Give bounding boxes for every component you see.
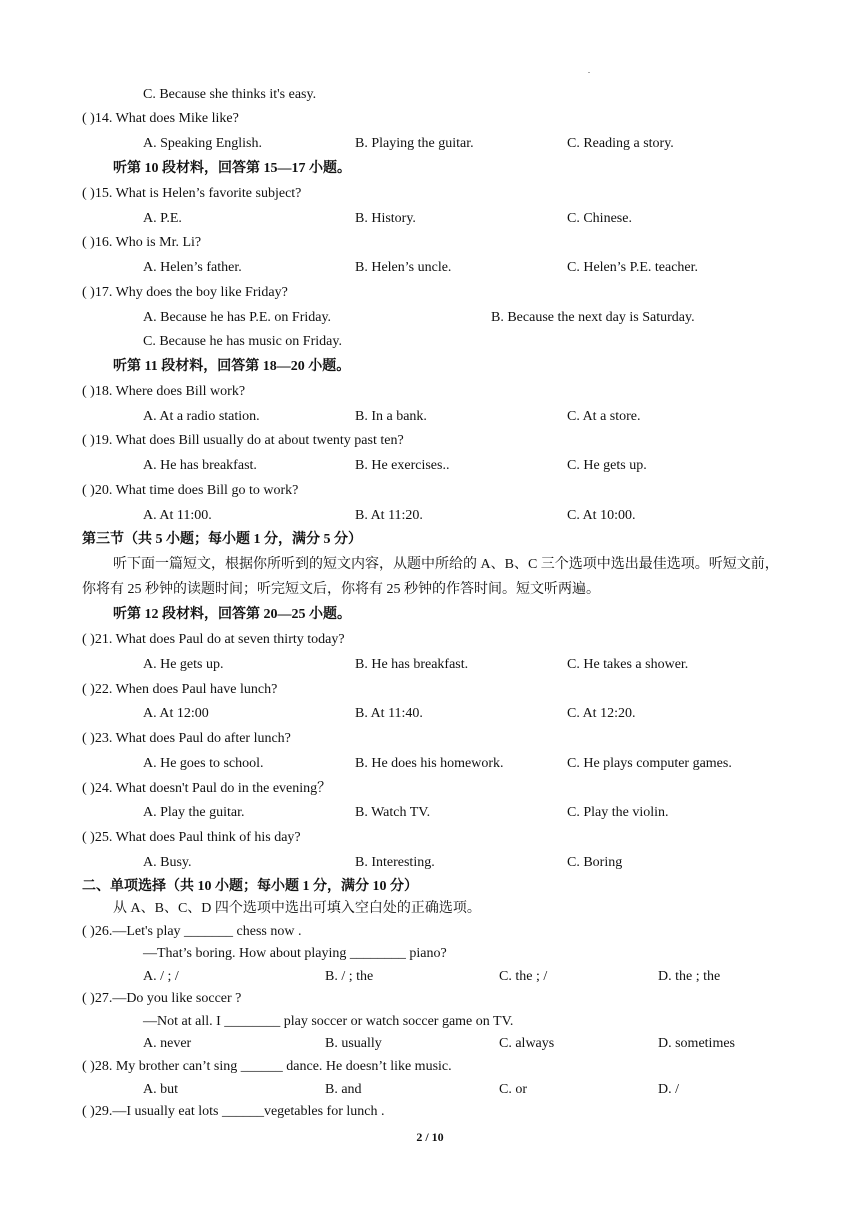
option-a: A. Busy. xyxy=(143,855,192,870)
option-c: C. Helen’s P.E. teacher. xyxy=(567,260,699,275)
option-c: C. At a store. xyxy=(567,409,641,424)
page-number: 2 / 10 xyxy=(416,1130,444,1144)
option-a: A. Because he has P.E. on Friday. xyxy=(143,310,332,325)
option-b: B. Watch TV. xyxy=(355,805,431,820)
question-stem: ( )26.—Let's play _______ chess now . xyxy=(82,924,302,939)
option-c: C. the ; / xyxy=(499,969,548,984)
option-c: C. Boring xyxy=(567,855,623,870)
question-stem: ( )25. What does Paul think of his day? xyxy=(82,830,301,845)
option-b: B. / ; the xyxy=(325,969,374,984)
option-b: B. Helen’s uncle. xyxy=(355,260,452,275)
option-d: D. / xyxy=(658,1082,679,1097)
option-c: C. At 12:20. xyxy=(567,706,636,721)
option-a: A. At a radio station. xyxy=(143,409,260,424)
page-mark: . xyxy=(588,66,590,75)
part-instructions: 从 A、B、C、D 四个选项中选出可填入空白处的正确选项。 xyxy=(113,901,481,916)
section-title: 第三节（共 5 小题；每小题 1 分，满分 5 分） xyxy=(82,532,362,547)
section-header-12: 听第 12 段材料，回答第 20—25 小题。 xyxy=(113,607,351,622)
question-stem: ( )23. What does Paul do after lunch? xyxy=(82,731,291,746)
section-instructions: 听下面一篇短文，根据你所听到的短文内容，从题中所给的 A、B、C 三个选项中选出最佳选项。听短文前， 你将有 25 秒钟的读题时间；听完短文后，你将有 25 秒钟的作答时间。短文听两遍。 xyxy=(82,557,779,597)
option-a: A. Speaking English. xyxy=(143,136,262,151)
option-c: C. He gets up. xyxy=(567,458,647,473)
question-stem: ( )29.—I usually eat lots ______vegetables for lunch . xyxy=(82,1104,385,1119)
question-stem: ( )22. When does Paul have lunch? xyxy=(82,682,278,697)
option-b: B. usually xyxy=(325,1036,382,1051)
question-stem: ( )17. Why does the boy like Friday? xyxy=(82,285,288,300)
question-stem-line2: —Not at all. I ________ play soccer or watch soccer game on TV. xyxy=(143,1014,514,1029)
option-b: B. He does his homework. xyxy=(355,756,504,771)
option-a: A. At 12:00 xyxy=(143,706,209,721)
option-b: B. He has breakfast. xyxy=(355,657,469,672)
question-stem: ( )21. What does Paul do at seven thirty today? xyxy=(82,632,345,647)
option-b: B. Playing the guitar. xyxy=(355,136,474,151)
option-b: B. and xyxy=(325,1082,362,1097)
option-b: B. Because the next day is Saturday. xyxy=(491,310,695,325)
question-stem: ( )18. Where does Bill work? xyxy=(82,384,246,399)
section-header-10: 听第 10 段材料，回答第 15—17 小题。 xyxy=(113,161,351,176)
option-b: B. Interesting. xyxy=(355,855,435,870)
option-c: C. He takes a shower. xyxy=(567,657,689,672)
option-a: A. Play the guitar. xyxy=(143,805,245,820)
option-c: C. or xyxy=(499,1082,527,1097)
question-stem: ( )15. What is Helen’s favorite subject? xyxy=(82,186,302,201)
part-title: 二、单项选择（共 10 小题；每小题 1 分，满分 10 分） xyxy=(82,879,418,894)
option-b: B. He exercises.. xyxy=(355,458,450,473)
option-a: A. He has breakfast. xyxy=(143,458,257,473)
option-c: C. Chinese. xyxy=(567,211,632,226)
option-a: A. P.E. xyxy=(143,211,182,226)
option-a: A. He gets up. xyxy=(143,657,224,672)
question-stem: ( )27.—Do you like soccer ? xyxy=(82,991,242,1006)
option-c: C. He plays computer games. xyxy=(567,756,732,771)
option-a: A. He goes to school. xyxy=(143,756,264,771)
option-c: C. Reading a story. xyxy=(567,136,674,151)
option-a: A. / ; / xyxy=(143,969,179,984)
option-a: A. never xyxy=(143,1036,192,1051)
option-a: A. At 11:00. xyxy=(143,508,212,523)
option-b: B. At 11:20. xyxy=(355,508,423,523)
option-c: C. Play the violin. xyxy=(567,805,669,820)
option-a: A. Helen’s father. xyxy=(143,260,242,275)
option-c: C. always xyxy=(499,1036,555,1051)
question-stem: ( )28. My brother can’t sing ______ dance. He doesn’t like music. xyxy=(82,1059,452,1074)
question-stem: ( )20. What time does Bill go to work? xyxy=(82,483,299,498)
option-b: B. In a bank. xyxy=(355,409,427,424)
question-stem: ( )16. Who is Mr. Li? xyxy=(82,235,202,250)
question-stem: ( )14. What does Mike like? xyxy=(82,111,239,126)
option-d: D. sometimes xyxy=(658,1036,735,1051)
option-text: C. Because she thinks it's easy. xyxy=(143,87,317,102)
option-d: D. the ; the xyxy=(658,969,721,984)
question-stem: ( )24. What doesn't Paul do in the evening？ xyxy=(82,781,332,796)
option-b: B. At 11:40. xyxy=(355,706,423,721)
question-stem: ( )19. What does Bill usually do at about twenty past ten? xyxy=(82,433,404,448)
option-b: B. History. xyxy=(355,211,416,226)
option-a: A. but xyxy=(143,1082,178,1097)
option-c: C. At 10:00. xyxy=(567,508,636,523)
question-stem-line2: —That’s boring. How about playing ________ piano? xyxy=(143,946,447,961)
option-c: C. Because he has music on Friday. xyxy=(143,334,342,349)
section-header-11: 听第 11 段材料，回答第 18—20 小题。 xyxy=(113,359,351,374)
